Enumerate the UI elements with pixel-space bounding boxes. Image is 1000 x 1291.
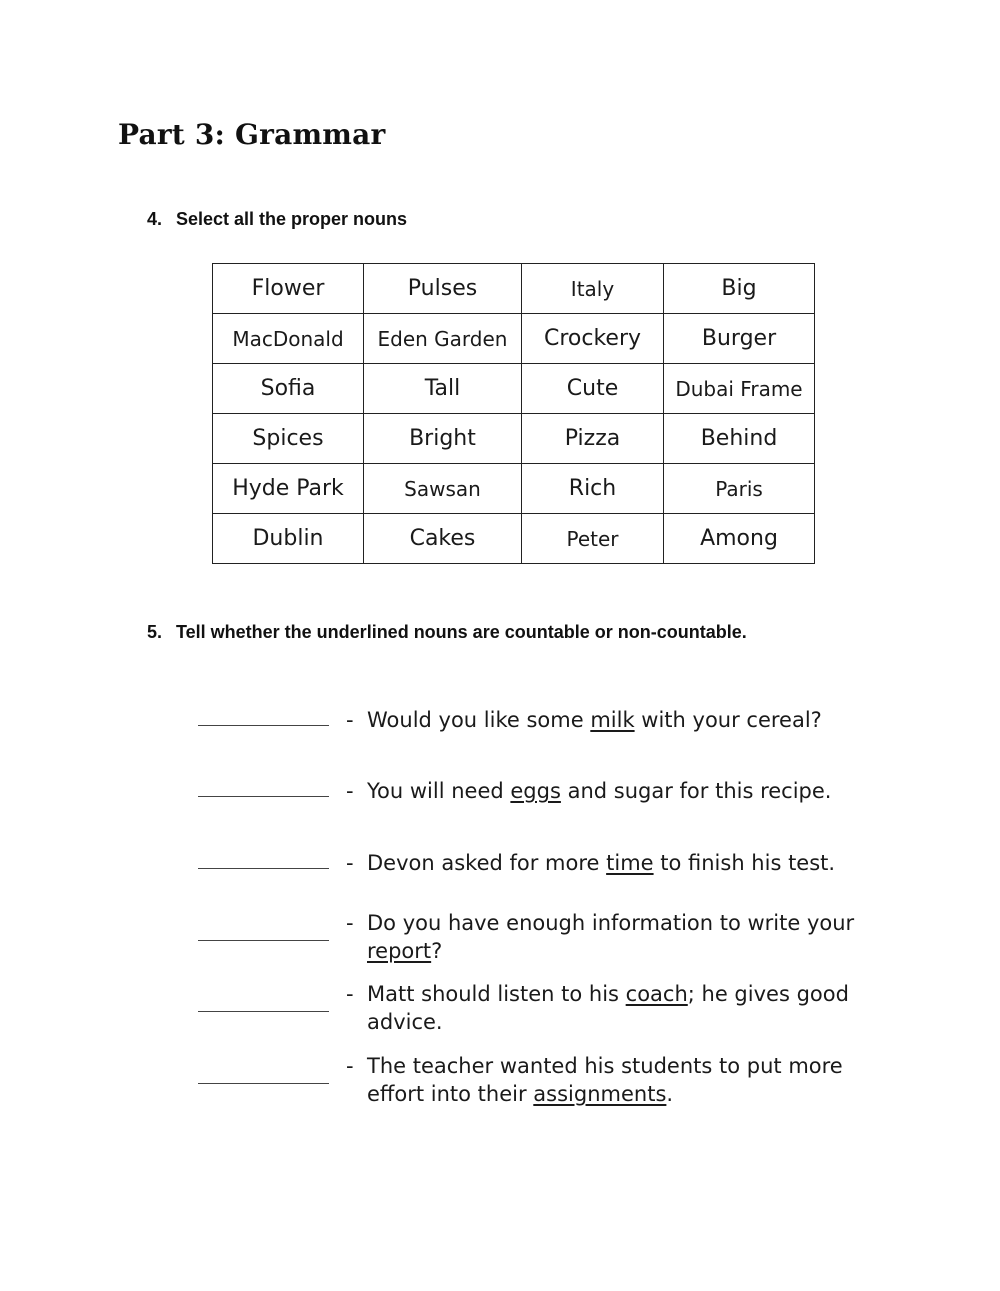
- question-5-heading: [147, 622, 747, 643]
- noun-cell[interactable]: Among: [664, 514, 815, 564]
- sentence-text: Matt should listen to his coach; he gives good advice.: [367, 982, 849, 1034]
- noun-cell[interactable]: Crockery: [522, 314, 664, 364]
- underlined-noun: milk: [590, 708, 635, 732]
- noun-cell[interactable]: Dubai Frame: [664, 364, 815, 414]
- noun-cell[interactable]: Burger: [664, 314, 815, 364]
- noun-cell[interactable]: Pizza: [522, 414, 664, 464]
- question-5-number: 5.: [147, 622, 163, 642]
- answer-blank[interactable]: [198, 1011, 329, 1012]
- noun-cell[interactable]: Cute: [522, 364, 664, 414]
- grid-row: [213, 364, 815, 414]
- noun-cell[interactable]: Italy: [522, 264, 664, 314]
- proper-nouns-grid: [212, 263, 815, 564]
- grid-row: [213, 264, 815, 314]
- noun-cell[interactable]: Bright: [364, 414, 522, 464]
- noun-cell[interactable]: Tall: [364, 364, 522, 414]
- underlined-noun: eggs: [510, 779, 561, 803]
- noun-cell[interactable]: Hyde Park: [213, 464, 364, 514]
- sentence-dash: -: [346, 708, 354, 732]
- question-4-number: 4.: [147, 209, 163, 229]
- grid-row: [213, 464, 815, 514]
- noun-cell[interactable]: Flower: [213, 264, 364, 314]
- sentence-text: Would you like some milk with your cereal?: [367, 708, 822, 732]
- noun-cell[interactable]: MacDonald: [213, 314, 364, 364]
- sentence-text: Do you have enough information to write your report?: [367, 911, 855, 963]
- noun-cell[interactable]: Sofia: [213, 364, 364, 414]
- sentence-dash: -: [346, 982, 354, 1006]
- noun-cell[interactable]: Big: [664, 264, 815, 314]
- noun-cell[interactable]: Eden Garden: [364, 314, 522, 364]
- noun-cell[interactable]: Cakes: [364, 514, 522, 564]
- grid-row: [213, 514, 815, 564]
- underlined-noun: coach: [625, 982, 688, 1006]
- answer-blank[interactable]: [198, 868, 329, 869]
- answer-blank[interactable]: [198, 725, 329, 726]
- question-4-heading: [147, 209, 407, 230]
- noun-cell[interactable]: Pulses: [364, 264, 522, 314]
- sentence-dash: -: [346, 851, 354, 875]
- grid-row: [213, 414, 815, 464]
- answer-blank[interactable]: [198, 940, 329, 941]
- question-4-prompt: Select all the proper nouns: [176, 209, 408, 229]
- sentence-dash: -: [346, 911, 354, 935]
- underlined-noun: assignments: [533, 1082, 667, 1106]
- noun-cell[interactable]: Dublin: [213, 514, 364, 564]
- noun-cell[interactable]: Spices: [213, 414, 364, 464]
- noun-cell[interactable]: Peter: [522, 514, 664, 564]
- sentence-text: You will need eggs and sugar for this recipe.: [367, 779, 832, 803]
- grid-row: [213, 314, 815, 364]
- sentence-dash: -: [346, 779, 354, 803]
- answer-blank[interactable]: [198, 1083, 329, 1084]
- underlined-noun: report: [367, 939, 432, 963]
- sentence-dash: -: [346, 1054, 354, 1078]
- sentence-text: Devon asked for more time to finish his test.: [367, 851, 836, 875]
- question-5-prompt: Tell whether the underlined nouns are countable or non-countable.: [176, 622, 747, 642]
- noun-cell[interactable]: Paris: [664, 464, 815, 514]
- sentence-text: The teacher wanted his students to put more effort into their assignments.: [367, 1054, 843, 1106]
- underlined-noun: time: [606, 851, 654, 875]
- noun-cell[interactable]: Rich: [522, 464, 664, 514]
- answer-blank[interactable]: [198, 796, 329, 797]
- noun-cell[interactable]: Behind: [664, 414, 815, 464]
- noun-cell[interactable]: Sawsan: [364, 464, 522, 514]
- page-title: Part 3: Grammar: [118, 118, 386, 151]
